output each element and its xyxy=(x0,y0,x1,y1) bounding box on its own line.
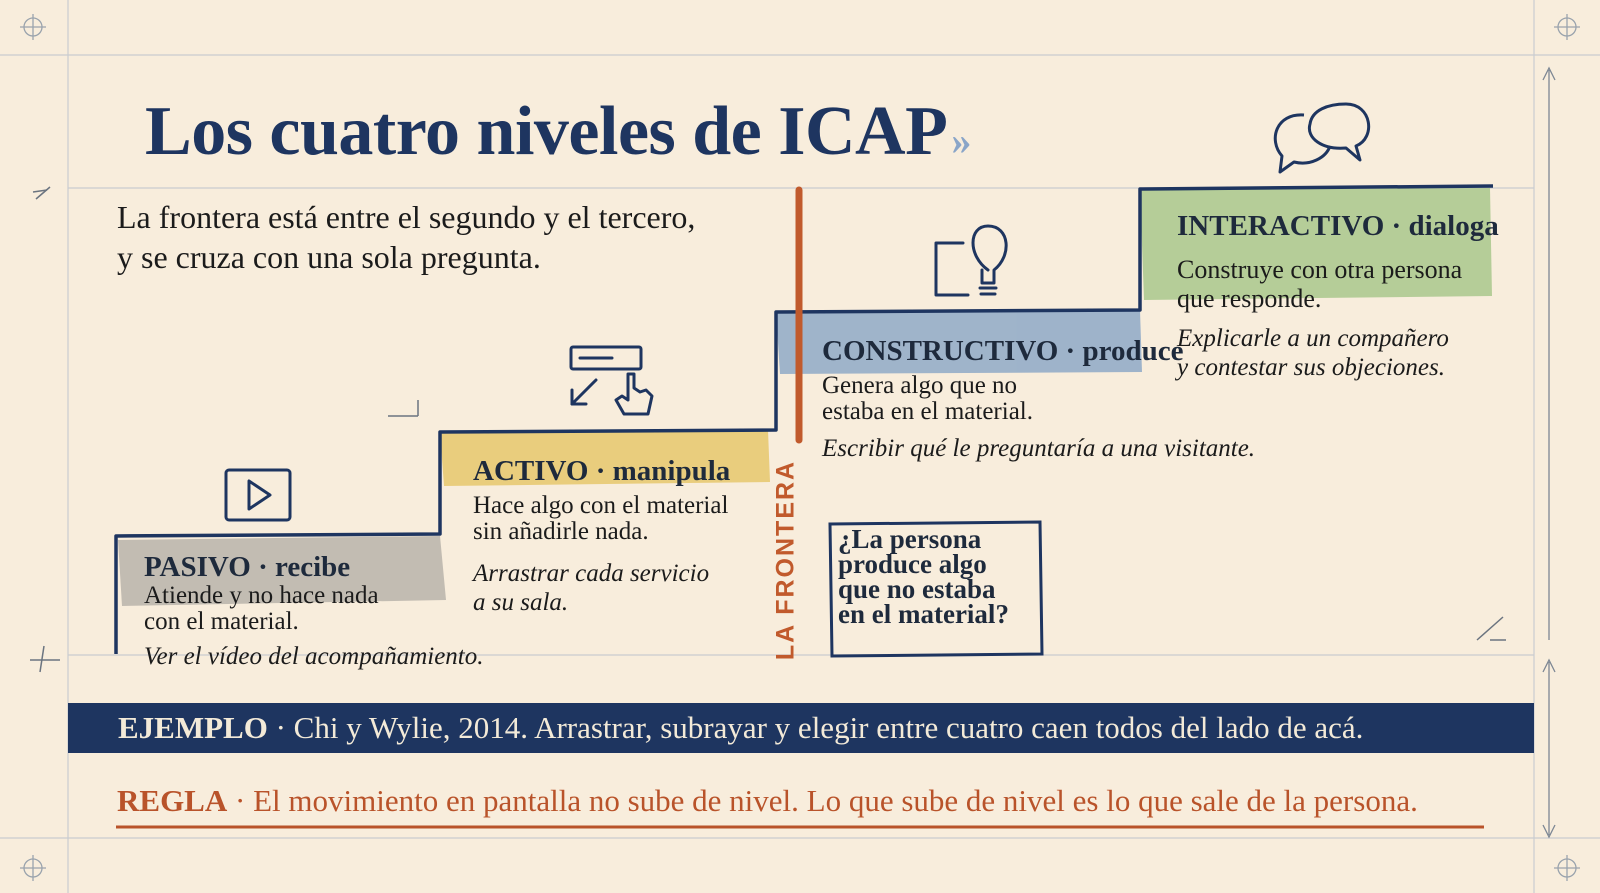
level-activo-description: Hace algo con el material sin añadirle nada. xyxy=(473,492,729,545)
rule-label: REGLA xyxy=(117,783,228,818)
level-activo-heading: ACTIVO · manipula xyxy=(473,455,731,487)
example-text: Chi y Wylie, 2014. Arrastrar, subrayar y elegir entre cuatro caen todos del lado de acá. xyxy=(293,710,1364,745)
frontier-label: LA FRONTERA xyxy=(771,459,800,661)
level-activo-example: Arrastrar cada servicio a su sala. xyxy=(473,560,710,616)
lightbulb-icon xyxy=(936,226,1006,295)
drag-pointer-icon xyxy=(571,347,652,414)
rule-line: REGLA · El movimiento en pantalla no sube de nivel. Lo que sube de nivel es lo que sale de la persona. xyxy=(117,783,1418,818)
example-bar: EJEMPLO · Chi y Wylie, 2014. Arrastrar, subrayar y elegir entre cuatro caen todos del lado de acá. xyxy=(68,703,1534,753)
level-pasivo-example: Ver el vídeo del acompañamiento. xyxy=(144,643,484,670)
example-label: EJEMPLO xyxy=(118,710,268,745)
level-interactivo-description: Construye con otra persona que responde. xyxy=(1177,255,1463,313)
subtitle-line: La frontera está entre el segundo y el tercero, xyxy=(117,199,696,235)
subtitle xyxy=(117,197,695,277)
dimension-arrows xyxy=(1543,68,1555,837)
rule-text: El movimiento en pantalla no sube de nivel. Lo que sube de nivel es lo que sale de la persona. xyxy=(253,783,1418,818)
level-interactivo-example: Explicarle a un compañero y contestar sus objeciones. xyxy=(1177,325,1449,381)
page-title: Los cuatro niveles de ICAP » xyxy=(145,93,971,170)
level-constructivo-heading: CONSTRUCTIVO · produce xyxy=(822,335,1184,367)
subtitle-line: y se cruza con una sola pregunta. xyxy=(117,239,541,275)
level-constructivo-example: Escribir qué le preguntaría a una visitante. xyxy=(822,435,1256,462)
speech-bubbles-icon xyxy=(1275,104,1368,172)
level-interactivo-heading: INTERACTIVO · dialoga xyxy=(1177,210,1499,242)
frontier-question: ¿La persona produce algo que no estaba en el material? xyxy=(838,524,1009,629)
level-pasivo-description: Atiende y no hace nada con el material. xyxy=(144,582,379,635)
level-pasivo-heading: PASIVO · recibe xyxy=(144,551,351,583)
title-chevron-icon: » xyxy=(951,118,971,163)
play-icon xyxy=(226,470,290,520)
level-constructivo-description: Genera algo que no estaba en el material. xyxy=(822,372,1033,425)
